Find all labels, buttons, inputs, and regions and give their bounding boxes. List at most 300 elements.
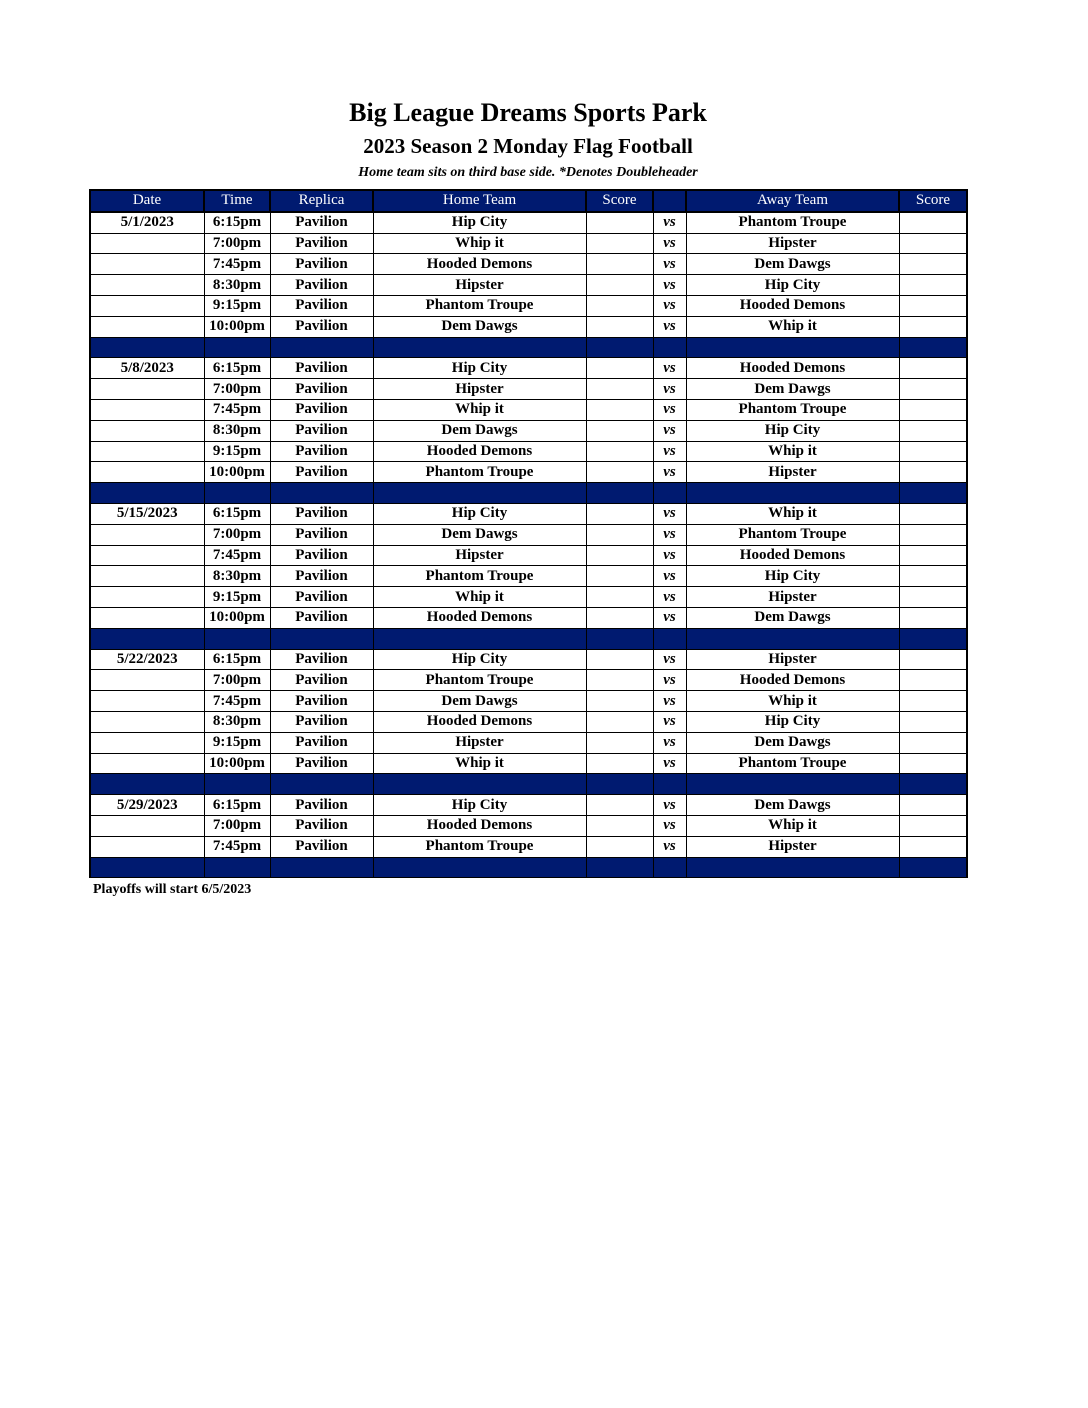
game-time: 6:15pm xyxy=(204,212,270,233)
game-replica: Pavilion xyxy=(270,441,373,462)
table-row xyxy=(90,503,967,524)
away-team: Hooded Demons xyxy=(686,295,899,316)
home-score xyxy=(586,399,653,420)
game-date xyxy=(90,545,204,566)
home-score xyxy=(586,254,653,275)
home-score xyxy=(586,670,653,691)
home-score xyxy=(586,462,653,483)
vs-label: vs xyxy=(653,607,686,628)
away-score xyxy=(899,462,967,483)
game-time: 10:00pm xyxy=(204,753,270,774)
game-date xyxy=(90,420,204,441)
home-score xyxy=(586,566,653,587)
game-replica: Pavilion xyxy=(270,420,373,441)
home-team: Hip City xyxy=(373,649,586,670)
away-score xyxy=(899,649,967,670)
away-score xyxy=(899,815,967,836)
vs-label: vs xyxy=(653,670,686,691)
game-date: 5/1/2023 xyxy=(90,212,204,233)
game-date: 5/29/2023 xyxy=(90,795,204,816)
separator-cell xyxy=(686,774,899,795)
away-team: Hipster xyxy=(686,836,899,857)
away-score xyxy=(899,753,967,774)
game-time: 8:30pm xyxy=(204,420,270,441)
game-replica: Pavilion xyxy=(270,524,373,545)
away-score xyxy=(899,795,967,816)
game-time: 9:15pm xyxy=(204,587,270,608)
away-score xyxy=(899,441,967,462)
vs-label: vs xyxy=(653,316,686,337)
vs-label: vs xyxy=(653,462,686,483)
game-time: 7:45pm xyxy=(204,399,270,420)
game-time: 9:15pm xyxy=(204,441,270,462)
week-separator-row xyxy=(90,774,967,795)
home-team: Hooded Demons xyxy=(373,254,586,275)
game-replica: Pavilion xyxy=(270,607,373,628)
vs-label: vs xyxy=(653,233,686,254)
game-replica: Pavilion xyxy=(270,545,373,566)
vs-label: vs xyxy=(653,254,686,275)
table-row xyxy=(90,711,967,732)
home-team: Hooded Demons xyxy=(373,607,586,628)
separator-cell xyxy=(899,483,967,504)
away-score xyxy=(899,275,967,296)
col-home-score-header: Score xyxy=(586,190,653,212)
table-row xyxy=(90,379,967,400)
game-replica: Pavilion xyxy=(270,295,373,316)
game-time: 6:15pm xyxy=(204,503,270,524)
game-date xyxy=(90,753,204,774)
vs-label: vs xyxy=(653,441,686,462)
home-team: Whip it xyxy=(373,399,586,420)
away-score xyxy=(899,503,967,524)
game-date xyxy=(90,587,204,608)
separator-cell xyxy=(686,628,899,649)
game-time: 7:00pm xyxy=(204,379,270,400)
home-score xyxy=(586,815,653,836)
week-separator-row xyxy=(90,857,967,878)
game-date xyxy=(90,379,204,400)
home-team: Whip it xyxy=(373,587,586,608)
away-team: Dem Dawgs xyxy=(686,795,899,816)
away-score xyxy=(899,358,967,379)
page-title: Big League Dreams Sports Park xyxy=(349,98,707,127)
separator-cell xyxy=(373,857,586,878)
game-date xyxy=(90,607,204,628)
separator-cell xyxy=(90,857,204,878)
away-team: Hip City xyxy=(686,566,899,587)
game-date xyxy=(90,732,204,753)
separator-cell xyxy=(270,628,373,649)
separator-cell xyxy=(373,337,586,358)
home-score xyxy=(586,836,653,857)
game-date: 5/22/2023 xyxy=(90,649,204,670)
game-replica: Pavilion xyxy=(270,649,373,670)
home-team: Whip it xyxy=(373,233,586,254)
game-replica: Pavilion xyxy=(270,587,373,608)
table-row xyxy=(90,545,967,566)
home-team: Phantom Troupe xyxy=(373,836,586,857)
game-replica: Pavilion xyxy=(270,753,373,774)
game-replica: Pavilion xyxy=(270,732,373,753)
game-date xyxy=(90,233,204,254)
home-team: Dem Dawgs xyxy=(373,691,586,712)
separator-cell xyxy=(373,483,586,504)
table-row xyxy=(90,233,967,254)
separator-cell xyxy=(899,628,967,649)
home-team: Dem Dawgs xyxy=(373,524,586,545)
game-date xyxy=(90,254,204,275)
separator-cell xyxy=(204,337,270,358)
away-score xyxy=(899,233,967,254)
separator-cell xyxy=(204,628,270,649)
table-row xyxy=(90,254,967,275)
home-team: Dem Dawgs xyxy=(373,316,586,337)
away-score xyxy=(899,587,967,608)
home-score xyxy=(586,295,653,316)
col-away-team-header: Away Team xyxy=(686,190,899,212)
away-team: Hipster xyxy=(686,649,899,670)
separator-cell xyxy=(586,857,653,878)
game-time: 8:30pm xyxy=(204,275,270,296)
separator-cell xyxy=(270,483,373,504)
vs-label: vs xyxy=(653,503,686,524)
game-date: 5/15/2023 xyxy=(90,503,204,524)
table-row xyxy=(90,212,967,233)
game-replica: Pavilion xyxy=(270,462,373,483)
table-row xyxy=(90,462,967,483)
page-subtitle: 2023 Season 2 Monday Flag Football xyxy=(363,134,693,158)
separator-cell xyxy=(686,857,899,878)
vs-label: vs xyxy=(653,524,686,545)
schedule-table xyxy=(89,189,968,878)
table-row xyxy=(90,587,967,608)
separator-cell xyxy=(373,774,586,795)
table-row xyxy=(90,815,967,836)
home-team: Phantom Troupe xyxy=(373,295,586,316)
away-team: Hip City xyxy=(686,420,899,441)
home-score xyxy=(586,753,653,774)
vs-label: vs xyxy=(653,649,686,670)
away-score xyxy=(899,316,967,337)
home-team: Phantom Troupe xyxy=(373,566,586,587)
away-score xyxy=(899,545,967,566)
game-date xyxy=(90,815,204,836)
game-replica: Pavilion xyxy=(270,691,373,712)
vs-label: vs xyxy=(653,399,686,420)
away-team: Dem Dawgs xyxy=(686,607,899,628)
table-row xyxy=(90,420,967,441)
game-date xyxy=(90,462,204,483)
game-time: 7:45pm xyxy=(204,836,270,857)
separator-cell xyxy=(586,628,653,649)
table-row xyxy=(90,670,967,691)
home-team: Whip it xyxy=(373,753,586,774)
home-score xyxy=(586,275,653,296)
away-team: Hipster xyxy=(686,587,899,608)
home-score xyxy=(586,691,653,712)
table-row xyxy=(90,295,967,316)
game-time: 7:45pm xyxy=(204,691,270,712)
separator-cell xyxy=(586,483,653,504)
home-score xyxy=(586,233,653,254)
separator-cell xyxy=(90,774,204,795)
home-team: Hipster xyxy=(373,379,586,400)
game-time: 8:30pm xyxy=(204,566,270,587)
col-vs-header xyxy=(653,190,686,212)
game-date xyxy=(90,441,204,462)
vs-label: vs xyxy=(653,795,686,816)
away-score xyxy=(899,691,967,712)
away-score xyxy=(899,566,967,587)
vs-label: vs xyxy=(653,711,686,732)
away-team: Hip City xyxy=(686,711,899,732)
home-score xyxy=(586,503,653,524)
game-time: 6:15pm xyxy=(204,358,270,379)
vs-label: vs xyxy=(653,691,686,712)
game-time: 10:00pm xyxy=(204,316,270,337)
game-replica: Pavilion xyxy=(270,711,373,732)
away-score xyxy=(899,399,967,420)
away-score xyxy=(899,254,967,275)
vs-label: vs xyxy=(653,212,686,233)
separator-cell xyxy=(270,337,373,358)
game-time: 7:00pm xyxy=(204,815,270,836)
away-score xyxy=(899,212,967,233)
vs-label: vs xyxy=(653,420,686,441)
vs-label: vs xyxy=(653,358,686,379)
away-team: Hip City xyxy=(686,275,899,296)
vs-label: vs xyxy=(653,587,686,608)
away-team: Hipster xyxy=(686,462,899,483)
table-row xyxy=(90,732,967,753)
away-score xyxy=(899,670,967,691)
game-date xyxy=(90,670,204,691)
separator-cell xyxy=(899,337,967,358)
home-team: Hooded Demons xyxy=(373,441,586,462)
game-replica: Pavilion xyxy=(270,399,373,420)
away-team: Phantom Troupe xyxy=(686,399,899,420)
home-score xyxy=(586,524,653,545)
game-date xyxy=(90,316,204,337)
game-replica: Pavilion xyxy=(270,379,373,400)
table-row xyxy=(90,753,967,774)
game-time: 7:00pm xyxy=(204,670,270,691)
home-team: Hip City xyxy=(373,503,586,524)
home-team: Hipster xyxy=(373,275,586,296)
table-row xyxy=(90,795,967,816)
table-row xyxy=(90,399,967,420)
game-time: 6:15pm xyxy=(204,649,270,670)
away-team: Phantom Troupe xyxy=(686,753,899,774)
home-score xyxy=(586,545,653,566)
home-score xyxy=(586,379,653,400)
table-row xyxy=(90,441,967,462)
col-replica-header: Replica xyxy=(270,190,373,212)
game-replica: Pavilion xyxy=(270,358,373,379)
game-replica: Pavilion xyxy=(270,836,373,857)
table-row xyxy=(90,524,967,545)
game-date xyxy=(90,836,204,857)
game-date xyxy=(90,295,204,316)
separator-cell xyxy=(204,857,270,878)
game-replica: Pavilion xyxy=(270,815,373,836)
game-date xyxy=(90,524,204,545)
vs-label: vs xyxy=(653,566,686,587)
header-row xyxy=(90,190,967,212)
game-time: 9:15pm xyxy=(204,732,270,753)
week-separator-row xyxy=(90,337,967,358)
game-time: 7:45pm xyxy=(204,545,270,566)
vs-label: vs xyxy=(653,753,686,774)
home-team: Phantom Troupe xyxy=(373,462,586,483)
week-separator-row xyxy=(90,628,967,649)
playoffs-note: Playoffs will start 6/5/2023 xyxy=(93,882,252,897)
schedule-note: Home team sits on third base side. *Denotes Doubleheader xyxy=(358,165,698,180)
game-date xyxy=(90,275,204,296)
away-score xyxy=(899,836,967,857)
separator-cell xyxy=(204,483,270,504)
away-team: Hooded Demons xyxy=(686,545,899,566)
game-replica: Pavilion xyxy=(270,233,373,254)
home-team: Hipster xyxy=(373,732,586,753)
vs-label: vs xyxy=(653,815,686,836)
away-score xyxy=(899,420,967,441)
table-row xyxy=(90,607,967,628)
game-time: 7:45pm xyxy=(204,254,270,275)
game-time: 7:00pm xyxy=(204,233,270,254)
home-score xyxy=(586,358,653,379)
table-row xyxy=(90,275,967,296)
col-time-header: Time xyxy=(204,190,270,212)
separator-cell xyxy=(204,774,270,795)
separator-cell xyxy=(899,857,967,878)
game-time: 9:15pm xyxy=(204,295,270,316)
away-team: Whip it xyxy=(686,815,899,836)
away-team: Dem Dawgs xyxy=(686,732,899,753)
home-score xyxy=(586,711,653,732)
game-date xyxy=(90,566,204,587)
game-replica: Pavilion xyxy=(270,566,373,587)
game-time: 10:00pm xyxy=(204,607,270,628)
col-date-header: Date xyxy=(90,190,204,212)
away-score xyxy=(899,607,967,628)
away-team: Whip it xyxy=(686,503,899,524)
separator-cell xyxy=(586,337,653,358)
col-home-team-header: Home Team xyxy=(373,190,586,212)
week-separator-row xyxy=(90,483,967,504)
col-away-score-header: Score xyxy=(899,190,967,212)
game-replica: Pavilion xyxy=(270,254,373,275)
home-score xyxy=(586,732,653,753)
away-team: Hipster xyxy=(686,233,899,254)
home-score xyxy=(586,607,653,628)
table-row xyxy=(90,358,967,379)
game-replica: Pavilion xyxy=(270,316,373,337)
home-team: Hip City xyxy=(373,212,586,233)
vs-label: vs xyxy=(653,545,686,566)
home-score xyxy=(586,420,653,441)
away-team: Phantom Troupe xyxy=(686,212,899,233)
table-row xyxy=(90,566,967,587)
separator-cell xyxy=(686,337,899,358)
game-replica: Pavilion xyxy=(270,503,373,524)
separator-cell xyxy=(653,483,686,504)
away-team: Whip it xyxy=(686,691,899,712)
away-team: Phantom Troupe xyxy=(686,524,899,545)
away-team: Dem Dawgs xyxy=(686,379,899,400)
separator-cell xyxy=(653,857,686,878)
home-score xyxy=(586,212,653,233)
home-score xyxy=(586,441,653,462)
separator-cell xyxy=(270,774,373,795)
separator-cell xyxy=(373,628,586,649)
separator-cell xyxy=(270,857,373,878)
separator-cell xyxy=(653,337,686,358)
home-team: Dem Dawgs xyxy=(373,420,586,441)
game-time: 7:00pm xyxy=(204,524,270,545)
away-team: Hooded Demons xyxy=(686,358,899,379)
table-row xyxy=(90,691,967,712)
home-score xyxy=(586,649,653,670)
away-score xyxy=(899,732,967,753)
away-team: Whip it xyxy=(686,316,899,337)
table-row xyxy=(90,836,967,857)
game-time: 10:00pm xyxy=(204,462,270,483)
schedule-body xyxy=(90,212,967,878)
game-replica: Pavilion xyxy=(270,795,373,816)
game-time: 8:30pm xyxy=(204,711,270,732)
game-replica: Pavilion xyxy=(270,275,373,296)
home-team: Hooded Demons xyxy=(373,711,586,732)
game-date xyxy=(90,711,204,732)
home-score xyxy=(586,587,653,608)
home-team: Hipster xyxy=(373,545,586,566)
away-score xyxy=(899,524,967,545)
separator-cell xyxy=(90,628,204,649)
vs-label: vs xyxy=(653,836,686,857)
game-date xyxy=(90,399,204,420)
separator-cell xyxy=(653,774,686,795)
separator-cell xyxy=(586,774,653,795)
vs-label: vs xyxy=(653,275,686,296)
home-team: Phantom Troupe xyxy=(373,670,586,691)
vs-label: vs xyxy=(653,732,686,753)
away-score xyxy=(899,295,967,316)
separator-cell xyxy=(686,483,899,504)
away-team: Whip it xyxy=(686,441,899,462)
separator-cell xyxy=(90,337,204,358)
separator-cell xyxy=(90,483,204,504)
vs-label: vs xyxy=(653,379,686,400)
home-team: Hip City xyxy=(373,358,586,379)
separator-cell xyxy=(899,774,967,795)
game-replica: Pavilion xyxy=(270,670,373,691)
away-score xyxy=(899,379,967,400)
home-team: Hooded Demons xyxy=(373,815,586,836)
table-row xyxy=(90,649,967,670)
away-team: Hooded Demons xyxy=(686,670,899,691)
away-score xyxy=(899,711,967,732)
home-score xyxy=(586,316,653,337)
table-row xyxy=(90,316,967,337)
game-date: 5/8/2023 xyxy=(90,358,204,379)
game-time: 6:15pm xyxy=(204,795,270,816)
game-replica: Pavilion xyxy=(270,212,373,233)
separator-cell xyxy=(653,628,686,649)
home-score xyxy=(586,795,653,816)
vs-label: vs xyxy=(653,295,686,316)
